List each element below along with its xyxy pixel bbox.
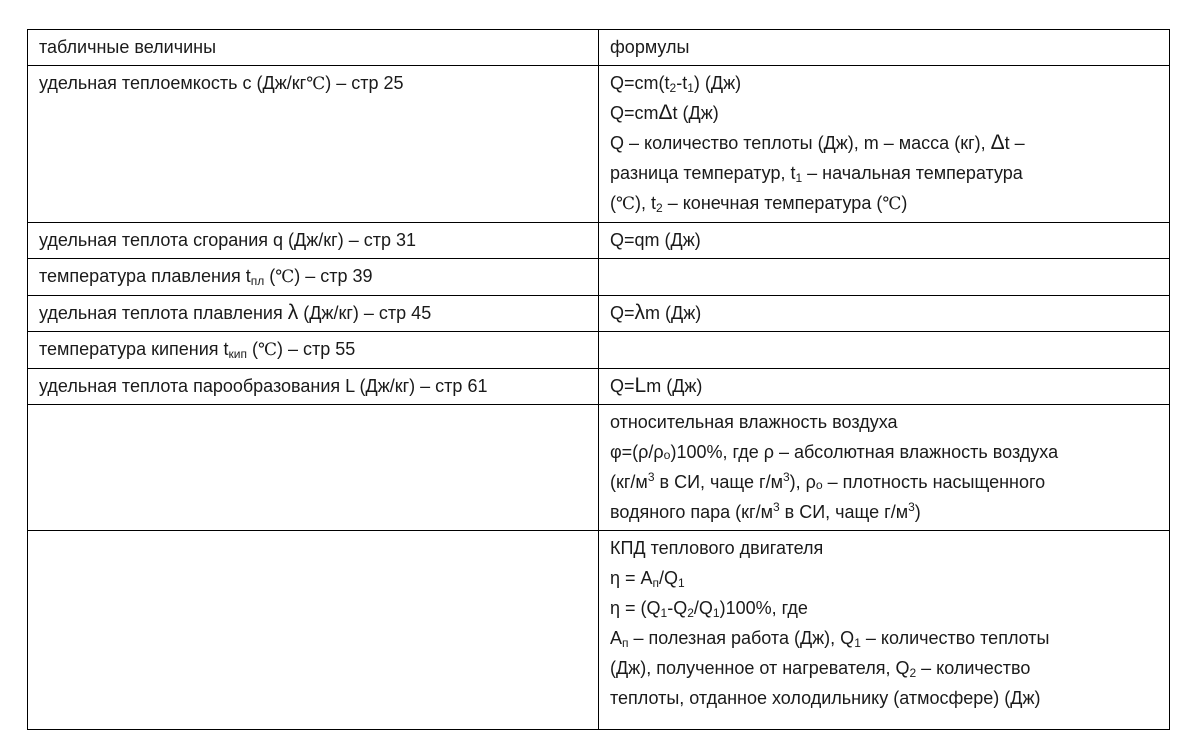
table-row xyxy=(28,531,1170,730)
table-row xyxy=(28,332,1170,369)
cell-empty xyxy=(28,531,599,730)
table-row xyxy=(28,296,1170,332)
cell-efficiency: КПД теплового двигателя $\eta = А_п/Q_1$ $\eta = (Q_1-Q_2/Q_1)100\%$, где $А_п$ – полезная работа (Дж), $Q_1$ – количество теплоты (Дж), полученное от нагревателя, $Q_2$ – количество теплоты, отданное холодильнику (атмосфере) (Дж) xyxy=(599,531,1170,730)
cell-humidity: относительная влажность воздуха φ=(ρ/ρₒ)100%, где ρ – абсолютная влажность воздуха ($кг/м^3$ в СИ, чаще $г/м^3$), ρₒ – плотность насыщенного водяного пара ($кг/м^3$ в СИ, чаще $г/м^3$) xyxy=(599,405,1170,531)
table-row xyxy=(28,223,1170,259)
cell-vaporization-heat: удельная теплота парообразования L (Дж/кг) – стр 61 xyxy=(28,369,599,405)
table-row xyxy=(28,66,1170,223)
table-row xyxy=(28,259,1170,296)
cell-combustion-formula: Q=qm (Дж) xyxy=(599,223,1170,259)
cell-fusion-formula: Q=λm (Дж) xyxy=(599,296,1170,332)
cell-combustion-heat: удельная теплота сгорания q (Дж/кг) – стр 31 xyxy=(28,223,599,259)
cell-vaporization-formula: Q=Lm (Дж) xyxy=(599,369,1170,405)
table-row xyxy=(28,369,1170,405)
header-cell-values: табличные величины xyxy=(28,30,599,66)
cell-fusion-heat: удельная теплота плавления λ (Дж/кг) – стр 45 xyxy=(28,296,599,332)
header-cell-formulas: формулы xyxy=(599,30,1170,66)
cell-empty xyxy=(599,332,1170,369)
formula-table xyxy=(27,29,1170,730)
cell-boiling-temp: температура кипения $t_{кип}$ (℃) – стр 55 xyxy=(28,332,599,369)
table-header-row xyxy=(28,30,1170,66)
table-row xyxy=(28,405,1170,531)
cell-specific-heat: удельная теплоемкость с (Дж/кг℃) – стр 25 xyxy=(28,66,599,223)
cell-empty xyxy=(599,259,1170,296)
cell-empty xyxy=(28,405,599,531)
cell-melting-temp: температура плавления $t_{пл}$ (℃) – стр 39 xyxy=(28,259,599,296)
cell-heat-formulas: $Q=cm(t_2-t_1)$ (Дж) Q=cmΔt (Дж) Q – количество теплоты (Дж), m – масса (кг), Δt – разница температур, $t_1$ – начальная температура (℃), $t_2$ – конечная температура (℃) xyxy=(599,66,1170,223)
